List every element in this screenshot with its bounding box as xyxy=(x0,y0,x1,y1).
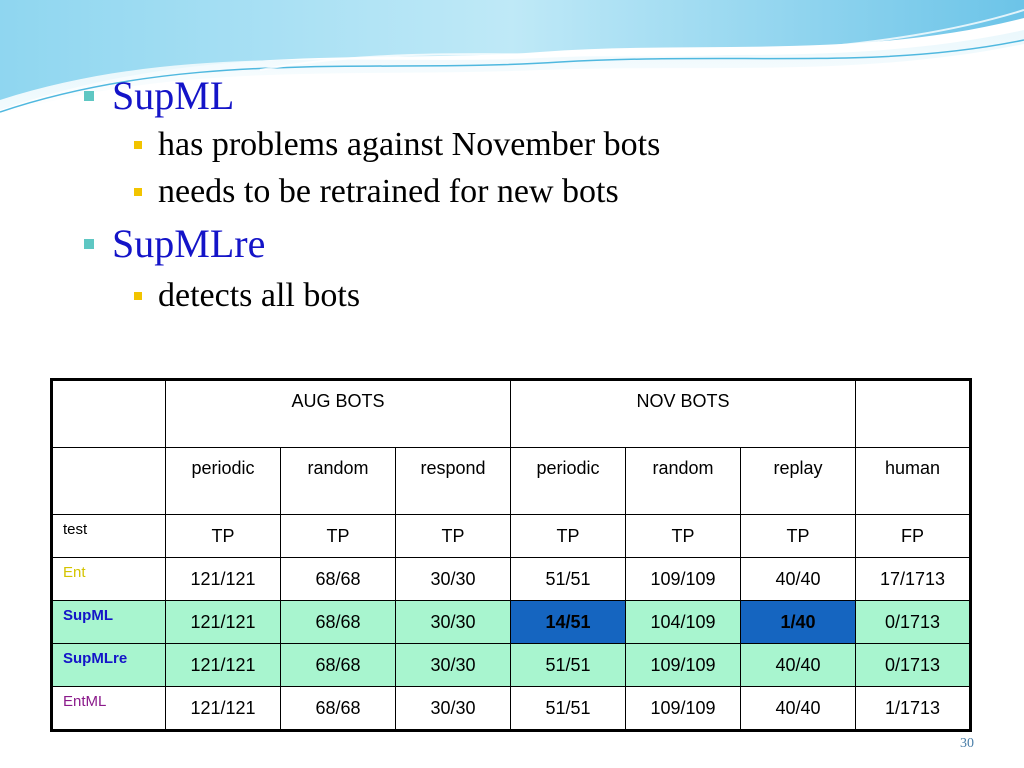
table-cell: 30/30 xyxy=(396,644,511,687)
table-cell: TP xyxy=(396,515,511,558)
table-cell: 68/68 xyxy=(281,558,396,601)
table-cell: 30/30 xyxy=(396,687,511,731)
table-cell: 17/1713 xyxy=(856,558,971,601)
table-row-ent xyxy=(52,558,971,601)
row-label: SupMLre xyxy=(52,644,166,687)
table-cell: 109/109 xyxy=(626,687,741,731)
sub-bullet-detects xyxy=(134,279,360,313)
table-cell: 51/51 xyxy=(511,644,626,687)
header-cell-nov-bots: NOV BOTS xyxy=(511,380,856,448)
row-label: SupML xyxy=(52,601,166,644)
header-cell xyxy=(856,380,971,448)
table-cell: 0/1713 xyxy=(856,644,971,687)
header-cell-aug-bots: AUG BOTS xyxy=(166,380,511,448)
header-cell: periodic xyxy=(166,448,281,515)
table-cell: 30/30 xyxy=(396,601,511,644)
sub-bullet-retrain xyxy=(134,175,619,209)
sub-bullet-marker-icon xyxy=(134,141,142,149)
bullet-text: detects all bots xyxy=(158,277,361,314)
bullet-text: has problems against November bots xyxy=(158,126,661,163)
table-cell: 40/40 xyxy=(741,687,856,731)
table-cell: 109/109 xyxy=(626,558,741,601)
table-cell: TP xyxy=(281,515,396,558)
group-header-row xyxy=(52,380,971,448)
table-cell: TP xyxy=(166,515,281,558)
bullet-marker-icon xyxy=(84,91,94,101)
header-cell: random xyxy=(626,448,741,515)
header-cell xyxy=(52,380,166,448)
table-cell: 68/68 xyxy=(281,601,396,644)
table-cell: 109/109 xyxy=(626,644,741,687)
table-cell-highlighted: 14/51 xyxy=(511,601,626,644)
sub-header-row xyxy=(52,448,971,515)
table-cell: 121/121 xyxy=(166,644,281,687)
table-cell: FP xyxy=(856,515,971,558)
table-cell: 30/30 xyxy=(396,558,511,601)
sub-bullet-problems xyxy=(134,128,660,162)
table-cell: TP xyxy=(741,515,856,558)
results-table xyxy=(50,378,972,732)
sub-bullet-marker-icon xyxy=(134,292,142,300)
sub-bullet-marker-icon xyxy=(134,188,142,196)
table-cell-highlighted: 1/40 xyxy=(741,601,856,644)
table-cell: TP xyxy=(511,515,626,558)
table-cell: 51/51 xyxy=(511,558,626,601)
table-row-supml xyxy=(52,601,971,644)
table-cell: 40/40 xyxy=(741,558,856,601)
table-cell: 104/109 xyxy=(626,601,741,644)
header-cell: random xyxy=(281,448,396,515)
table-cell: 68/68 xyxy=(281,687,396,731)
header-cell xyxy=(52,448,166,515)
bullet-text: SupMLre xyxy=(112,221,266,266)
table-cell: 0/1713 xyxy=(856,601,971,644)
table-cell: 1/1713 xyxy=(856,687,971,731)
table-cell: 51/51 xyxy=(511,687,626,731)
table-cell: 40/40 xyxy=(741,644,856,687)
table-cell: 121/121 xyxy=(166,601,281,644)
table-row-entml xyxy=(52,687,971,731)
table-cell: 68/68 xyxy=(281,644,396,687)
header-cell: replay xyxy=(741,448,856,515)
table-row-test xyxy=(52,515,971,558)
row-label: EntML xyxy=(52,687,166,731)
bullet-text: SupML xyxy=(112,73,235,118)
row-label: Ent xyxy=(52,558,166,601)
bullet-list xyxy=(0,0,1024,340)
bullet-supml xyxy=(84,73,235,118)
bullet-supmlre xyxy=(84,221,266,266)
header-cell: periodic xyxy=(511,448,626,515)
bullet-marker-icon xyxy=(84,239,94,249)
table-row-supmlre xyxy=(52,644,971,687)
table-cell: 121/121 xyxy=(166,687,281,731)
header-cell: respond xyxy=(396,448,511,515)
row-label: test xyxy=(52,515,166,558)
bullet-text: needs to be retrained for new bots xyxy=(158,173,619,210)
header-cell: human xyxy=(856,448,971,515)
page-number: 30 xyxy=(960,736,974,751)
table-cell: TP xyxy=(626,515,741,558)
table-cell: 121/121 xyxy=(166,558,281,601)
